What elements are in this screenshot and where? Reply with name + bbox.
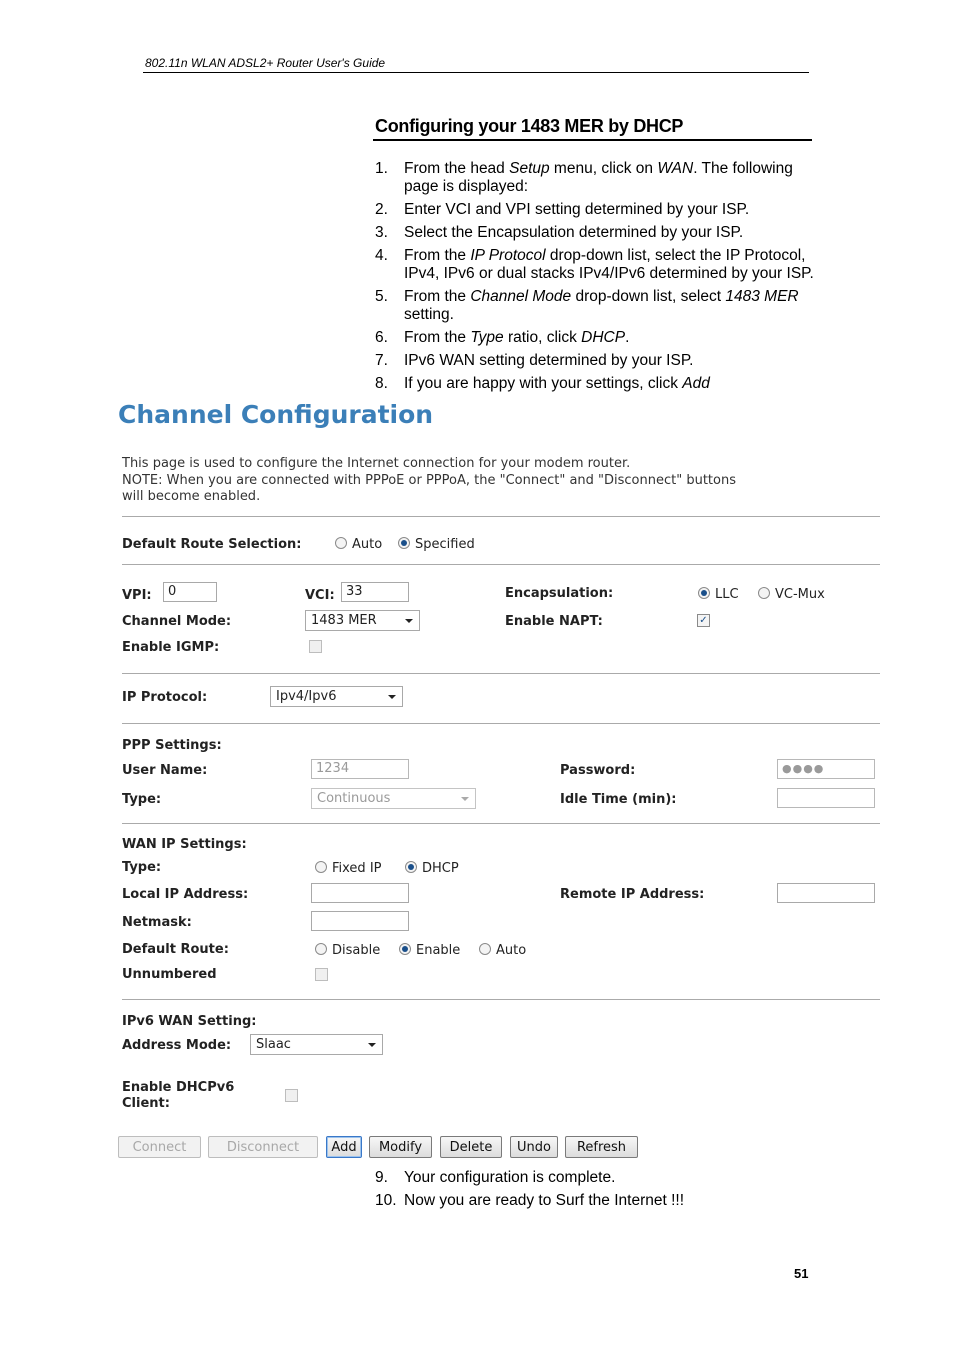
vpi-input[interactable]: 0 bbox=[163, 582, 217, 602]
encapsulation-vcmux-radio[interactable]: VC-Mux bbox=[758, 587, 825, 602]
step-item bbox=[375, 329, 825, 347]
step-text: . The following page is displayed: bbox=[404, 160, 793, 195]
radio-selected-icon bbox=[399, 943, 411, 955]
section-title: Configuring your 1483 MER by DHCP bbox=[375, 116, 684, 136]
description-note-line: NOTE: When you are connected with PPPoE or PPPoA, the "Connect" and "Disconnect" buttons bbox=[122, 472, 736, 488]
steps-list bbox=[375, 160, 825, 398]
step-item bbox=[375, 352, 825, 370]
enable-dhcpv6-client-label: Enable DHCPv6 Client: bbox=[122, 1080, 235, 1111]
step-item bbox=[375, 160, 825, 196]
undo-button[interactable]: Undo bbox=[510, 1136, 558, 1158]
local-ip-address-label: Local IP Address: bbox=[122, 887, 249, 902]
enable-napt-checkbox[interactable] bbox=[697, 614, 710, 627]
radio-icon bbox=[315, 861, 327, 873]
step-item bbox=[375, 224, 825, 242]
ppp-settings-heading: PPP Settings: bbox=[122, 738, 222, 753]
radio-icon bbox=[479, 943, 491, 955]
description-note-line: will become enabled. bbox=[122, 489, 261, 504]
step-text: Select the Encapsulation determined by your ISP. bbox=[404, 224, 744, 241]
delete-button[interactable]: Delete bbox=[440, 1136, 502, 1158]
radio-selected-icon bbox=[405, 861, 417, 873]
vci-label: VCI: bbox=[305, 588, 335, 603]
step-text: From the bbox=[404, 288, 471, 305]
step-item bbox=[375, 247, 825, 283]
step-number: 5. bbox=[375, 288, 388, 305]
wan-type-fixed-ip-radio[interactable]: Fixed IP bbox=[315, 861, 382, 876]
step-number: 6. bbox=[375, 329, 388, 346]
page-number: 51 bbox=[794, 1266, 809, 1281]
channel-configuration-title: Channel Configuration bbox=[118, 400, 434, 429]
ppp-type-select[interactable]: Continuous bbox=[311, 788, 476, 809]
user-name-input[interactable]: 1234 bbox=[311, 759, 409, 779]
document-header: 802.11n WLAN ADSL2+ Router User's Guide bbox=[145, 56, 386, 70]
step-number: 10. bbox=[375, 1192, 397, 1209]
encapsulation-llc-radio[interactable]: LLC bbox=[698, 587, 739, 602]
description-line: This page is used to configure the Internet connection for your modem router. bbox=[122, 456, 631, 471]
step-item bbox=[375, 288, 825, 324]
chevron-down-icon bbox=[405, 619, 413, 623]
divider bbox=[122, 999, 880, 1000]
step-number: 3. bbox=[375, 224, 388, 241]
divider bbox=[122, 516, 880, 517]
default-route-auto-radio[interactable]: Auto bbox=[335, 537, 382, 552]
address-mode-select[interactable]: Slaac bbox=[250, 1034, 383, 1055]
step-text: Now you are ready to Surf the Internet !!! bbox=[404, 1192, 685, 1209]
radio-icon bbox=[315, 943, 327, 955]
step-text: drop-down list, select the IP Protocol, IPv4, IPv6 or dual stacks IPv4/IPv6 determined by your ISP. bbox=[404, 247, 814, 282]
step-number: 4. bbox=[375, 247, 388, 264]
unnumbered-label: Unnumbered bbox=[122, 967, 217, 982]
netmask-input[interactable] bbox=[311, 911, 409, 931]
chevron-down-icon bbox=[461, 797, 469, 801]
unnumbered-checkbox[interactable] bbox=[315, 968, 328, 981]
add-button[interactable]: Add bbox=[326, 1136, 362, 1158]
page-description bbox=[122, 456, 822, 506]
ip-protocol-select[interactable]: Ipv4/Ipv6 bbox=[270, 686, 403, 707]
enable-dhcpv6-client-checkbox[interactable] bbox=[285, 1089, 298, 1102]
step-text: setting. bbox=[404, 306, 454, 323]
step-item bbox=[375, 1169, 825, 1187]
wan-type-dhcp-radio[interactable]: DHCP bbox=[405, 861, 459, 876]
local-ip-address-input[interactable] bbox=[311, 883, 409, 903]
chevron-down-icon bbox=[388, 695, 396, 699]
step-item bbox=[375, 375, 825, 393]
step-emphasis: Add bbox=[682, 375, 710, 392]
netmask-label: Netmask: bbox=[122, 915, 192, 930]
password-label: Password: bbox=[560, 763, 636, 778]
step-text: From the head bbox=[404, 160, 510, 177]
wan-type-label: Type: bbox=[122, 860, 162, 875]
enable-igmp-checkbox[interactable] bbox=[309, 640, 322, 653]
enable-igmp-label: Enable IGMP: bbox=[122, 640, 220, 655]
checkmark-icon: ✓ bbox=[699, 614, 708, 626]
steps-after-list bbox=[375, 1169, 825, 1215]
step-text: Your configuration is complete. bbox=[404, 1169, 616, 1186]
default-route-selection-label: Default Route Selection: bbox=[122, 537, 302, 552]
step-text: menu, click on bbox=[549, 160, 658, 177]
encapsulation-label: Encapsulation: bbox=[505, 586, 614, 601]
step-text: If you are happy with your settings, click bbox=[404, 375, 683, 392]
step-number: 9. bbox=[375, 1169, 388, 1186]
ipv6-wan-setting-heading: IPv6 WAN Setting: bbox=[122, 1014, 257, 1029]
modify-button[interactable]: Modify bbox=[369, 1136, 432, 1158]
step-number: 2. bbox=[375, 201, 388, 218]
step-text: ratio, click bbox=[503, 329, 582, 346]
divider bbox=[122, 823, 880, 824]
remote-ip-address-input[interactable] bbox=[777, 883, 875, 903]
password-input[interactable]: ●●●● bbox=[777, 759, 875, 779]
default-route-specified-radio[interactable]: Specified bbox=[398, 537, 475, 552]
radio-icon bbox=[758, 587, 770, 599]
radio-selected-icon bbox=[698, 587, 710, 599]
default-route-label: Default Route: bbox=[122, 942, 229, 957]
divider bbox=[122, 673, 880, 674]
step-emphasis: Type bbox=[470, 329, 504, 346]
vci-input[interactable]: 33 bbox=[341, 582, 409, 602]
wan-ip-settings-heading: WAN IP Settings: bbox=[122, 837, 247, 852]
step-emphasis: IP Protocol bbox=[470, 247, 546, 264]
divider bbox=[122, 564, 880, 565]
step-text: . bbox=[625, 329, 630, 346]
section-rule bbox=[373, 139, 812, 141]
chevron-down-icon bbox=[368, 1043, 376, 1047]
step-text: Enter VCI and VPI setting determined by your ISP. bbox=[404, 201, 750, 218]
step-emphasis: Setup bbox=[509, 160, 550, 177]
radio-icon bbox=[335, 537, 347, 549]
address-mode-label: Address Mode: bbox=[122, 1038, 232, 1053]
header-rule bbox=[143, 72, 809, 73]
remote-ip-address-label: Remote IP Address: bbox=[560, 887, 705, 902]
step-item bbox=[375, 201, 825, 219]
radio-selected-icon bbox=[398, 537, 410, 549]
step-text: From the bbox=[404, 329, 471, 346]
disconnect-button[interactable]: Disconnect bbox=[208, 1136, 318, 1158]
vpi-label: VPI: bbox=[122, 588, 152, 603]
step-emphasis: 1483 MER bbox=[725, 288, 799, 305]
user-name-label: User Name: bbox=[122, 763, 208, 778]
step-emphasis: Channel Mode bbox=[470, 288, 572, 305]
channel-mode-select[interactable]: 1483 MER bbox=[305, 610, 420, 631]
divider bbox=[122, 723, 880, 724]
idle-time-input[interactable] bbox=[777, 788, 875, 808]
ppp-type-label: Type: bbox=[122, 792, 162, 807]
step-emphasis: WAN bbox=[657, 160, 694, 177]
step-emphasis: DHCP bbox=[581, 329, 626, 346]
step-text: drop-down list, select bbox=[571, 288, 726, 305]
default-route-enable-radio[interactable]: Enable bbox=[399, 943, 460, 958]
step-number: 7. bbox=[375, 352, 388, 369]
step-text: From the bbox=[404, 247, 471, 264]
connect-button[interactable]: Connect bbox=[118, 1136, 201, 1158]
default-route-disable-radio[interactable]: Disable bbox=[315, 943, 380, 958]
step-number: 8. bbox=[375, 375, 388, 392]
channel-mode-label: Channel Mode: bbox=[122, 614, 232, 629]
step-item bbox=[375, 1192, 825, 1210]
step-text: IPv6 WAN setting determined by your ISP. bbox=[404, 352, 694, 369]
default-route-auto-radio[interactable]: Auto bbox=[479, 943, 526, 958]
ip-protocol-label: IP Protocol: bbox=[122, 690, 208, 705]
enable-napt-label: Enable NAPT: bbox=[505, 614, 603, 629]
idle-time-label: Idle Time (min): bbox=[560, 792, 677, 807]
step-number: 1. bbox=[375, 160, 388, 177]
refresh-button[interactable]: Refresh bbox=[565, 1136, 638, 1158]
